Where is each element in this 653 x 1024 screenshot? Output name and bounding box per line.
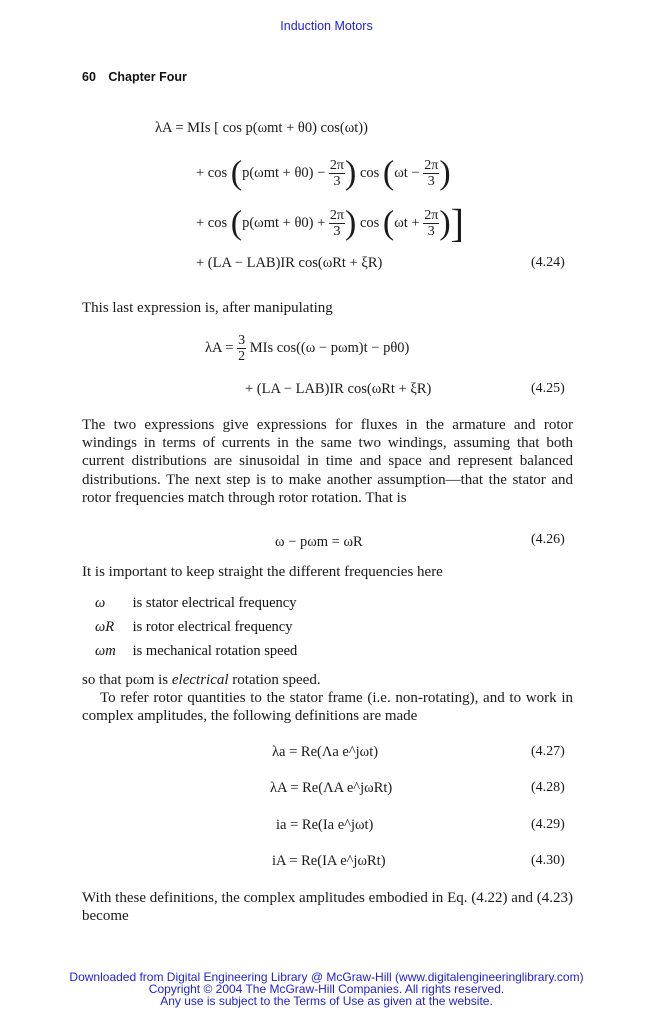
eq-number-4-29: (4.29) xyxy=(531,817,565,832)
eq-4-24-line-4: + (LA − LAB)IR cos(ωRt + ξR) xyxy=(196,255,383,271)
frac-den: 2 xyxy=(238,349,246,364)
footer-terms-line: Any use is subject to the Terms of Use as given at the website. xyxy=(160,994,493,1008)
chapter-heading xyxy=(82,70,187,84)
eq-number-4-24: (4.24) xyxy=(531,255,565,270)
chapter-title: Chapter Four xyxy=(108,70,187,84)
paren-open-icon: ( xyxy=(230,154,243,192)
definition-symbol: ωm xyxy=(95,643,116,659)
eq-number-4-30: (4.30) xyxy=(531,853,565,868)
paragraph-frequencies: It is important to keep straight the different frequencies here xyxy=(82,564,443,580)
footer-download-line: Downloaded from Digital Engineering Library @ McGraw-Hill (www.digitalengineeringlibrary.com) xyxy=(69,970,584,984)
eq-4-30: iA = Re(IA e^jωRt) xyxy=(272,853,386,869)
frac-den: 3 xyxy=(427,224,435,239)
definition-item xyxy=(95,619,292,636)
paragraph-complex-amplitudes: With these definitions, the complex amplitudes embodied in Eq. (4.22) and (4.23) become xyxy=(82,890,573,925)
paren-open-icon: ( xyxy=(230,204,243,242)
eq-4-24-line-1: λA = MIs [ cos p(ωmt + θ0) cos(ωt)) xyxy=(155,120,368,136)
paren-close-icon: ) xyxy=(344,154,357,192)
paren-close-icon: ) xyxy=(344,204,357,242)
paren-open-icon: ( xyxy=(382,154,395,192)
eq-4-25-line-2: + (LA − LAB)IR cos(ωRt + ξR) xyxy=(245,381,432,397)
eq-4-24-l3-frac-1 xyxy=(329,208,345,239)
eq-4-24-l3-b: p(ωmt + θ0) + xyxy=(242,214,326,231)
eq-4-26: ω − pωm = ωR xyxy=(275,534,363,550)
page-number: 60 xyxy=(82,70,96,84)
eq-4-24-l2-b: p(ωmt + θ0) − xyxy=(242,164,326,181)
paragraph-flux-expressions: The two expressions give expressions for fluxes in the armature and rotor windings in terms of currents in the same two windings, assuming that both current distributions are sinusoidal in time and space and represent balanced distributions. The next step is to make another assumption—that the stator and rotor frequencies match through rotor rotation. That is xyxy=(82,417,573,506)
para-3-emphasis: electrical xyxy=(171,672,229,688)
paren-close-icon: ) xyxy=(439,154,451,192)
eq-4-24-l2-a: + cos xyxy=(196,164,228,181)
eq-4-25-line-1 xyxy=(205,333,409,364)
frac-num: 2π xyxy=(424,208,439,223)
eq-4-24-l2-c: cos xyxy=(359,164,380,181)
definition-item xyxy=(95,643,297,660)
eq-number-4-28: (4.28) xyxy=(531,780,565,795)
eq-4-24-l2-frac-1 xyxy=(329,158,345,189)
eq-4-24-l2-d: ωt − xyxy=(394,164,420,181)
para-3-a: so that pωm is xyxy=(82,672,169,688)
paragraph-manipulating: This last expression is, after manipulating xyxy=(82,300,333,316)
frac-den: 3 xyxy=(333,174,341,189)
definition-symbol: ωR xyxy=(95,619,115,635)
eq-number-4-25: (4.25) xyxy=(531,381,565,396)
eq-4-25-rhs: MIs cos((ω − pωm)t − pθ0) xyxy=(249,339,410,356)
paren-open-icon: ( xyxy=(382,204,395,242)
eq-4-25-lhs: λA = xyxy=(205,339,234,356)
footer-copyright-line: Copyright © 2004 The McGraw-Hill Companies. All rights reserved. xyxy=(148,982,505,996)
eq-4-24-line-2 xyxy=(196,154,451,192)
eq-4-24-l3-d: ωt + xyxy=(394,214,420,231)
definition-item xyxy=(95,595,296,612)
eq-4-24-l2-frac-2 xyxy=(423,158,439,189)
eq-4-24-line-3 xyxy=(196,200,464,246)
para-3-c: rotation speed. xyxy=(232,672,321,688)
eq-number-4-27: (4.27) xyxy=(531,744,565,759)
frac-num: 2π xyxy=(329,208,344,223)
frac-den: 3 xyxy=(427,174,435,189)
definition-text: is stator electrical frequency xyxy=(132,595,297,611)
paren-close-icon: ) xyxy=(439,204,451,242)
definition-text: is rotor electrical frequency xyxy=(132,619,293,635)
running-title: Induction Motors xyxy=(280,19,373,33)
eq-4-24-l3-c: cos xyxy=(359,214,380,231)
frac-den: 3 xyxy=(333,224,341,239)
paragraph-electrical-speed xyxy=(82,671,573,689)
eq-4-25-frac xyxy=(237,333,246,364)
definition-symbol: ω xyxy=(95,595,106,611)
frac-num: 2π xyxy=(329,158,344,173)
eq-4-28: λA = Re(ΛA e^jωRt) xyxy=(270,780,393,796)
eq-4-29: ia = Re(Ia e^jωt) xyxy=(276,817,374,833)
bracket-close-icon: ] xyxy=(450,200,464,246)
eq-4-27: λa = Re(Λa e^jωt) xyxy=(272,744,379,760)
frac-num: 3 xyxy=(238,333,246,348)
eq-number-4-26: (4.26) xyxy=(531,532,565,547)
eq-4-24-l3-a: + cos xyxy=(196,214,228,231)
paragraph-refer-rotor: To refer rotor quantities to the stator frame (i.e. non-rotating), and to work in complex amplitudes, the following definitions are made xyxy=(82,690,573,725)
frac-num: 2π xyxy=(424,158,439,173)
eq-4-24-l3-frac-2 xyxy=(423,208,439,239)
definition-text: is mechanical rotation speed xyxy=(132,643,298,659)
